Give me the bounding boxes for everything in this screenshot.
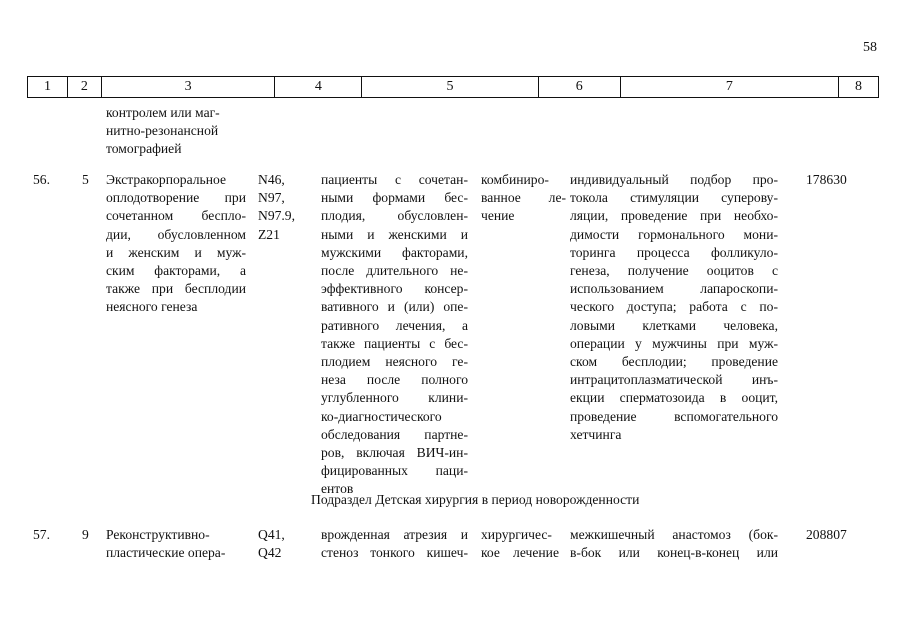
text-line: в-бок или конец-в-конец или <box>570 545 778 561</box>
text-line: комбиниро- <box>481 172 549 187</box>
continued-col3-text <box>106 104 220 159</box>
text-line: углубленного клини- <box>321 390 468 406</box>
header-col-7: 7 <box>621 77 839 97</box>
text-line: ляции, проведение при необхо- <box>570 208 778 224</box>
text-line: ческого доступа; работа с по- <box>570 299 778 315</box>
text-line: ными формами бес- <box>321 190 468 206</box>
row-57-codes <box>258 526 285 562</box>
row-57-cost: 208807 <box>806 527 847 542</box>
text-line: неза после полного <box>321 372 468 388</box>
text-line: ским факторами, а <box>106 263 246 279</box>
text-line: Экстракорпоральное <box>106 172 226 187</box>
text-line: ском бесплодии; проведение <box>570 354 778 370</box>
text-line: нитно-резонансной <box>106 123 219 139</box>
text-line: N46, <box>258 172 285 187</box>
row-56-method <box>570 171 778 444</box>
text-line: стеноз тонкого кишеч- <box>321 545 468 561</box>
text-line: Реконструктивно- <box>106 527 210 542</box>
row-56-number: 56. <box>33 172 50 187</box>
text-line: ко-диагностического <box>321 408 442 424</box>
row-57-number: 57. <box>33 527 50 542</box>
header-col-4: 4 <box>275 77 362 97</box>
text-line: ративного лечения, а <box>321 317 468 333</box>
text-line: торинга процесса фолликуло- <box>570 244 778 260</box>
text-line: ентов <box>321 481 354 497</box>
text-line: также при бесплодии <box>106 281 246 297</box>
text-line: димости гормонального мони- <box>570 226 778 242</box>
header-col-2: 2 <box>68 77 102 97</box>
text-line: генеза, получение ооцитов с <box>570 263 778 279</box>
text-line: Q42 <box>258 545 282 561</box>
text-line: N97, <box>258 190 285 206</box>
header-col-1: 1 <box>28 77 68 97</box>
text-line: пациенты с сочетан- <box>321 172 468 187</box>
text-line: фицированных паци- <box>321 463 468 479</box>
text-line: интрацитоплазматической инъ- <box>570 372 778 388</box>
table-header-row <box>27 76 879 98</box>
row-56-cost: 178630 <box>806 172 847 187</box>
row-57-group: 9 <box>82 527 89 542</box>
row-56-patients <box>321 171 468 499</box>
row-56-group: 5 <box>82 172 89 187</box>
text-line: ров, включая ВИЧ-ин- <box>321 445 468 461</box>
text-line: также пациенты с бес- <box>321 335 468 351</box>
row-57-name <box>106 526 225 562</box>
text-line: пластические опера- <box>106 545 226 561</box>
text-line: оплодотворение при <box>106 190 246 206</box>
text-line: ванное ле- <box>481 190 566 206</box>
subsection-title: Подраздел Детская хирургия в период новорожденности <box>311 492 640 507</box>
text-line: дии, обусловленном <box>106 226 246 242</box>
row-57-method <box>570 526 778 562</box>
row-56-name <box>106 171 246 317</box>
text-line: проведение вспомогательного <box>570 408 778 424</box>
text-line: Z21 <box>258 226 280 242</box>
text-line: после длительного не- <box>321 263 468 279</box>
text-line: мужскими факторами, <box>321 244 468 260</box>
row-56-treatment-type <box>481 171 566 226</box>
text-line: сочетанном беспло- <box>106 208 246 224</box>
text-line: обследования партне- <box>321 426 468 442</box>
text-line: Q41, <box>258 527 285 542</box>
text-line: томографией <box>106 141 182 157</box>
row-57-patients <box>321 526 468 562</box>
text-line: токола стимуляции суперову- <box>570 190 778 206</box>
text-line: неясного генеза <box>106 299 198 315</box>
header-col-8: 8 <box>855 79 863 94</box>
header-col-3: 3 <box>102 77 276 97</box>
text-line: плодия, обусловлен- <box>321 208 468 224</box>
header-col-6: 6 <box>539 77 621 97</box>
row-57-treatment-type <box>481 526 559 562</box>
text-line: ными и женскими и <box>321 226 468 242</box>
text-line: ловыми клетками человека, <box>570 317 778 333</box>
text-line: кое лечение <box>481 545 559 561</box>
text-line: контролем или маг- <box>106 105 220 120</box>
row-56-codes <box>258 171 295 244</box>
text-line: хирургичес- <box>481 527 552 542</box>
text-line: операции у мужчины при муж- <box>570 335 778 351</box>
text-line: врожденная атрезия и <box>321 527 468 542</box>
text-line: эффективного консер- <box>321 281 468 297</box>
text-line: межкишечный анастомоз (бок- <box>570 527 778 542</box>
text-line: чение <box>481 208 515 224</box>
text-line: индивидуальный подбор про- <box>570 172 778 187</box>
text-line: хетчинга <box>570 426 622 442</box>
text-line: плодием неясного ге- <box>321 354 468 370</box>
text-line: использованием лапароскопи- <box>570 281 778 297</box>
text-line: екции сперматозоида в ооцит, <box>570 390 778 406</box>
page-number: 58 <box>863 40 877 55</box>
text-line: и женским и муж- <box>106 244 246 260</box>
text-line: вативного и (или) опе- <box>321 299 468 315</box>
text-line: N97.9, <box>258 208 296 224</box>
header-col-5: 5 <box>362 77 539 97</box>
